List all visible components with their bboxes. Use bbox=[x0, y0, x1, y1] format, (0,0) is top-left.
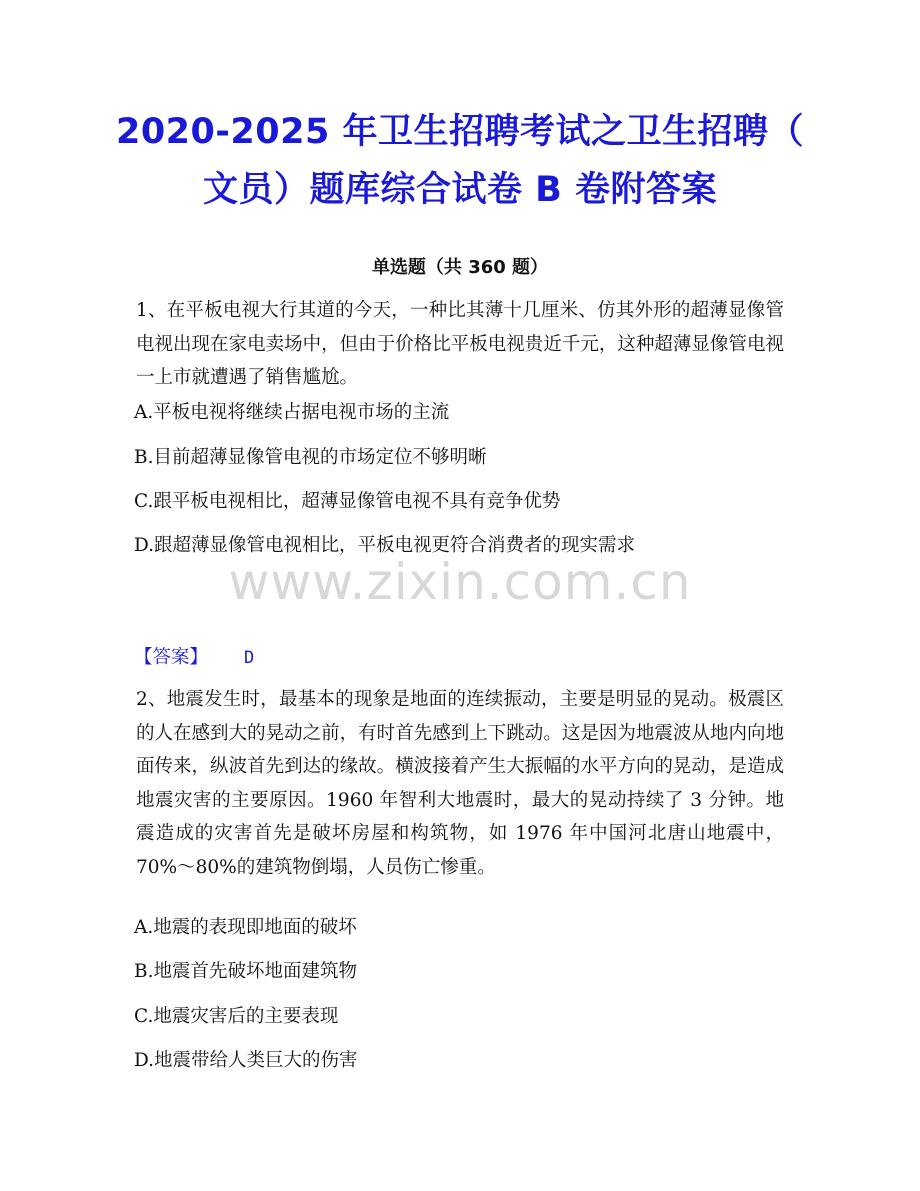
section-heading: 单选题（共 360 题） bbox=[371, 257, 549, 278]
question-2-stem: 2、地震发生时，最基本的现象是地面的连续振动，主要是明显的晃动。极震区的人在感到大的晃动之前，有时首先感到上下跳动。这是因为地震波从地内向地面传来，纵波首先到达的缘故。横波接着产生大振幅的水平方向的晃动，是造成地震灾害的主要原因。1960 年智利大地震时，最大的晃动持续了 3 分钟。地震造成的灾害首先是破坏房屋和构筑物，如 1976 年中国河北唐山地震中，70%～80%的建筑物倒塌，人员伤亡惨重。 bbox=[136, 689, 784, 878]
question-1-stem: 1、在平板电视大行其道的今天，一种比其薄十几厘米、仿其外形的超薄显像管电视出现在家电卖场中，但由于价格比平板电视贵近千元，这种超薄显像管电视一上市就遭遇了销售尴尬。 bbox=[136, 300, 784, 388]
question-1-option-c: C.跟平板电视相比，超薄显像管电视不具有竞争优势 bbox=[134, 491, 561, 512]
watermark: www.zixin.com.cn bbox=[228, 553, 692, 611]
document-title-line-2: 文员）题库综合试卷 B 卷附答案 bbox=[202, 170, 718, 210]
question-1-option-a: A.平板电视将继续占据电视市场的主流 bbox=[134, 402, 450, 423]
question-2-option-b: B.地震首先破坏地面建筑物 bbox=[134, 961, 357, 982]
question-1-option-b: B.目前超薄显像管电视的市场定位不够明晰 bbox=[134, 447, 487, 468]
question-1-answer bbox=[134, 644, 254, 672]
question-2-option-c: C.地震灾害后的主要表现 bbox=[134, 1006, 339, 1027]
question-2-option-d: D.地震带给人类巨大的伤害 bbox=[134, 1050, 358, 1071]
answer-label: 【答案】 bbox=[134, 647, 209, 668]
question-1-option-d: D.跟超薄显像管电视相比，平板电视更符合消费者的现实需求 bbox=[134, 535, 636, 556]
answer-value: D bbox=[244, 648, 255, 668]
question-2-option-a: A.地震的表现即地面的破坏 bbox=[134, 917, 357, 938]
document-title-line-1: 2020-2025 年卫生招聘考试之卫生招聘（ bbox=[115, 112, 805, 152]
